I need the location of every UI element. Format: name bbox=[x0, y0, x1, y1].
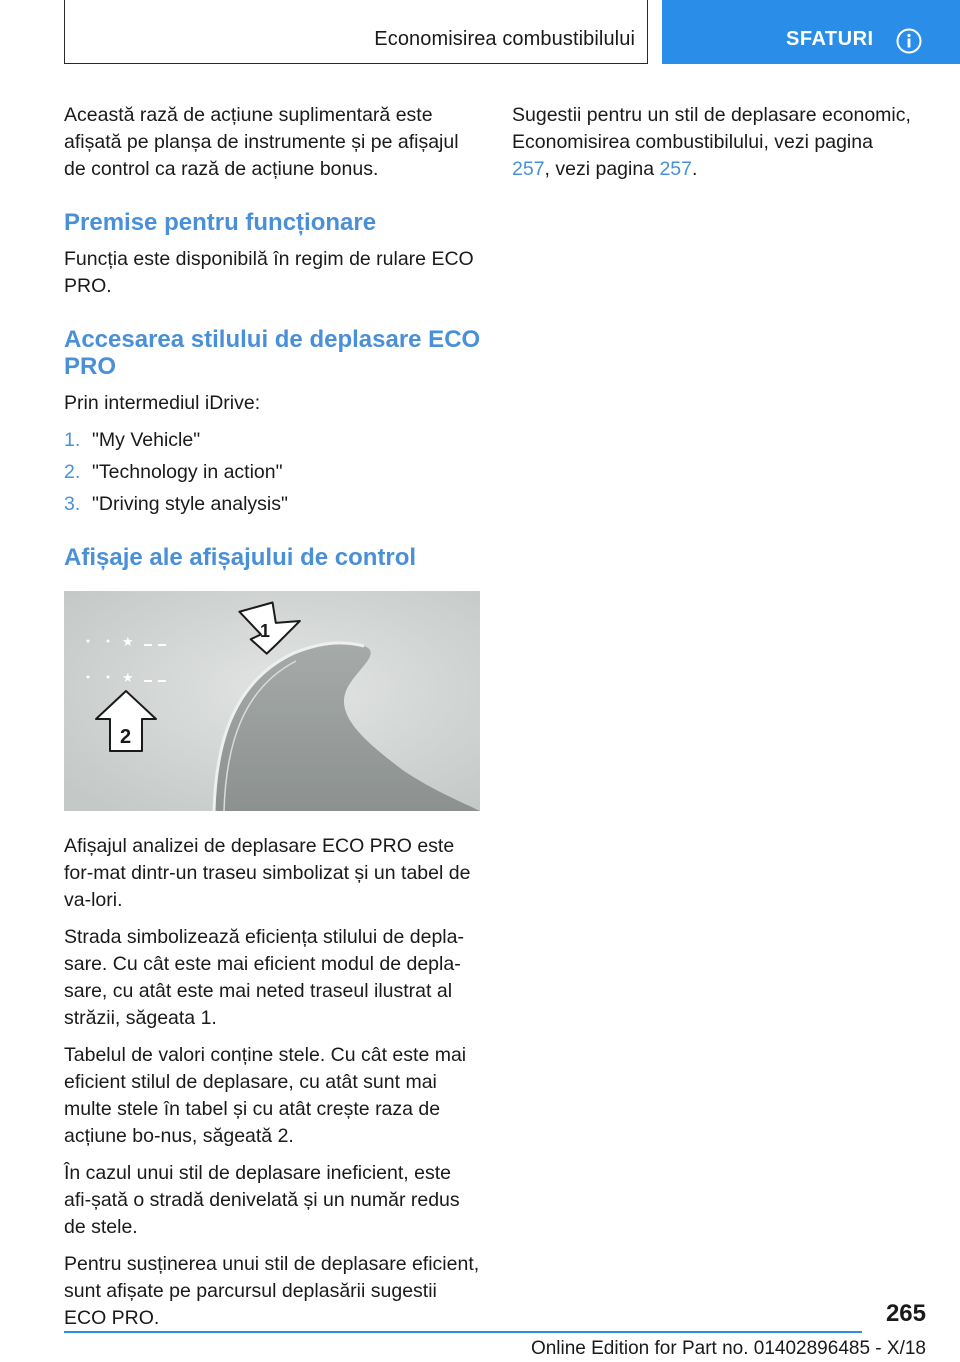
header-tab-sfaturi[interactable] bbox=[662, 0, 960, 64]
page-link-257[interactable]: 257 bbox=[659, 158, 692, 180]
tips-text: Sugestii pentru un stil de deplasare economic, Economisirea combustibilului, vezi pagina bbox=[512, 104, 911, 153]
eco-pro-display-figure bbox=[64, 591, 480, 811]
tips-paragraph bbox=[512, 102, 912, 183]
paragraph-inefficient: În cazul unui stil de deplasare ineficient, este afi-șată o stradă denivelată și un număr redus de stele. bbox=[64, 1162, 460, 1238]
paragraph-road: Strada simbolizează eficiența stilului de depla-sare. Cu cât este mai eficient modul de depla-sare, cu atât este mai neted traseul ilustrat al străzii, săgeata 1. bbox=[64, 926, 464, 1029]
premise-paragraph: Funcția este disponibilă în regim de rulare ECO PRO. bbox=[64, 248, 474, 297]
list-item bbox=[64, 459, 482, 486]
svg-text:★: ★ bbox=[122, 671, 134, 686]
paragraph-value-table: Tabelul de valori conține stele. Cu cât este mai eficient stilul de deplasare, cu atât sunt mai multe stele în tabel și cu atât crește raza de acțiune bo-nus, săgeată 2. bbox=[64, 1044, 467, 1147]
chapter-title: Economisirea combustibilului bbox=[374, 28, 635, 50]
steps-list bbox=[64, 427, 482, 518]
header-chapter-box bbox=[64, 0, 648, 64]
step-text: "Driving style analysis" bbox=[92, 493, 288, 515]
tab-label: SFATURI bbox=[786, 28, 874, 50]
heading-premise: Premise pentru funcționare bbox=[64, 209, 377, 236]
right-column bbox=[512, 102, 912, 193]
step-text: "My Vehicle" bbox=[92, 429, 201, 451]
list-item bbox=[64, 427, 482, 454]
paragraph-suggestions: Pentru susținerea unui stil de deplasare eficient, sunt afișate pe parcursul deplasării sugestii ECO PRO. bbox=[64, 1253, 480, 1329]
paragraph-display-structure: Afișajul analizei de deplasare ECO PRO este for-mat dintr-un traseu simbolizat și un tabel de va-lori. bbox=[64, 835, 471, 911]
left-column bbox=[64, 102, 482, 1342]
step-number: 2. bbox=[64, 461, 81, 483]
step-number: 1. bbox=[64, 429, 81, 451]
step-number: 3. bbox=[64, 493, 81, 515]
access-paragraph: Prin intermediul iDrive: bbox=[64, 392, 261, 414]
svg-text:★: ★ bbox=[122, 635, 134, 650]
step-text: "Technology in action" bbox=[92, 461, 283, 483]
arrow-1-label: 1 bbox=[260, 621, 271, 641]
intro-paragraph: Această rază de acțiune suplimentară este afișată pe planșa de instrumente și pe afișajul de control ca rază de acțiune bonus. bbox=[64, 104, 459, 180]
footer-divider bbox=[64, 1331, 862, 1333]
list-item bbox=[64, 491, 482, 518]
arrow-2-label: 2 bbox=[120, 726, 132, 748]
tips-text: . bbox=[692, 158, 698, 180]
heading-display: Afișaje ale afișajului de control bbox=[64, 544, 417, 571]
heading-access: Accesarea stilului de deplasare ECO PRO bbox=[64, 326, 481, 380]
page-link-257[interactable]: 257 bbox=[512, 158, 545, 180]
page-number: 265 bbox=[885, 1300, 926, 1327]
info-icon[interactable] bbox=[896, 28, 922, 54]
tips-text: , vezi pagina bbox=[544, 158, 660, 180]
footer-edition: Online Edition for Part no. 01402896485 - X/18 bbox=[530, 1338, 926, 1359]
